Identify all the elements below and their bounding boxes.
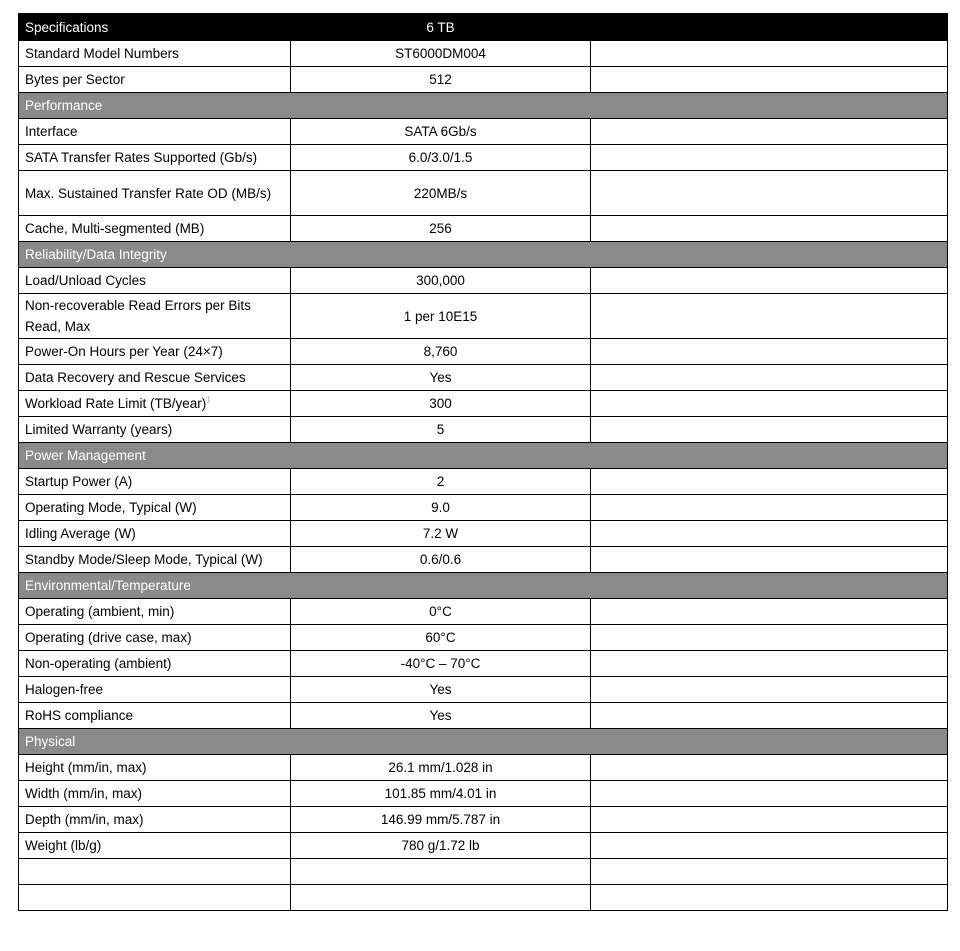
- header-empty-cell: [591, 14, 948, 41]
- row-value: Yes: [291, 365, 591, 391]
- empty-cell: [591, 268, 948, 294]
- row-label: Halogen-free: [19, 677, 291, 703]
- section-header-physical: [19, 729, 948, 755]
- empty-cell: [591, 41, 948, 67]
- empty-cell: [591, 391, 948, 417]
- row-label: Data Recovery and Rescue Services: [19, 365, 291, 391]
- table-row: [19, 703, 948, 729]
- table-row: [19, 268, 948, 294]
- row-label: Interface: [19, 119, 291, 145]
- row-value: -40°C – 70°C: [291, 651, 591, 677]
- empty-cell: [591, 833, 948, 859]
- row-label: Workload Rate Limit (TB/year): [25, 396, 207, 411]
- section-header-performance: [19, 93, 948, 119]
- row-label: SATA Transfer Rates Supported (Gb/s): [19, 145, 291, 171]
- row-label: Operating (drive case, max): [19, 625, 291, 651]
- row-value: 256: [291, 216, 591, 242]
- empty-row: [19, 885, 948, 911]
- row-value: 8,760: [291, 339, 591, 365]
- row-value: 7.2 W: [291, 521, 591, 547]
- table-row: [19, 391, 948, 417]
- table-row: [19, 171, 948, 216]
- table-row: [19, 807, 948, 833]
- row-value: 26.1 mm/1.028 in: [291, 755, 591, 781]
- empty-cell: [591, 859, 948, 885]
- empty-cell: [591, 703, 948, 729]
- row-label: Power-On Hours per Year (24×7): [19, 339, 291, 365]
- empty-cell: [591, 469, 948, 495]
- row-label: Width (mm/in, max): [19, 781, 291, 807]
- footnote-marker: 1: [206, 395, 211, 405]
- row-label: Standard Model Numbers: [19, 41, 291, 67]
- empty-cell: [591, 119, 948, 145]
- section-title: Physical: [19, 729, 948, 755]
- section-title: Environmental/Temperature: [19, 573, 948, 599]
- row-value: 2: [291, 469, 591, 495]
- row-label: Idling Average (W): [19, 521, 291, 547]
- row-label: Non-operating (ambient): [19, 651, 291, 677]
- section-header-power: [19, 443, 948, 469]
- empty-cell: [591, 885, 948, 911]
- row-value: Yes: [291, 703, 591, 729]
- row-label: RoHS compliance: [19, 703, 291, 729]
- empty-cell: [591, 417, 948, 443]
- row-value: 9.0: [291, 495, 591, 521]
- row-label: Operating Mode, Typical (W): [19, 495, 291, 521]
- row-value: 300,000: [291, 268, 591, 294]
- row-label: Cache, Multi-segmented (MB): [19, 216, 291, 242]
- empty-cell: [591, 294, 948, 339]
- table-row: [19, 119, 948, 145]
- row-label: Limited Warranty (years): [19, 417, 291, 443]
- table-row: [19, 833, 948, 859]
- empty-cell: [591, 547, 948, 573]
- row-value: 220MB/s: [291, 171, 591, 216]
- section-header-reliability: [19, 242, 948, 268]
- empty-row: [19, 859, 948, 885]
- section-header-environmental: [19, 573, 948, 599]
- empty-cell: [591, 365, 948, 391]
- row-value: 0°C: [291, 599, 591, 625]
- table-row: [19, 781, 948, 807]
- table-row: [19, 677, 948, 703]
- row-label: Non-recoverable Read Errors per Bits Read, Max: [19, 294, 291, 339]
- row-label: Load/Unload Cycles: [19, 268, 291, 294]
- empty-cell: [19, 885, 291, 911]
- table-header-row: [19, 14, 948, 41]
- row-value: ST6000DM004: [291, 41, 591, 67]
- table-row: [19, 599, 948, 625]
- row-value: SATA 6Gb/s: [291, 119, 591, 145]
- row-value: 780 g/1.72 lb: [291, 833, 591, 859]
- empty-cell: [591, 67, 948, 93]
- section-title: Performance: [19, 93, 948, 119]
- row-value: 5: [291, 417, 591, 443]
- row-value: 146.99 mm/5.787 in: [291, 807, 591, 833]
- table-row: [19, 145, 948, 171]
- row-value: 300: [291, 391, 591, 417]
- row-value: 101.85 mm/4.01 in: [291, 781, 591, 807]
- row-label: Height (mm/in, max): [19, 755, 291, 781]
- row-value: 0.6/0.6: [291, 547, 591, 573]
- header-capacity: 6 TB: [291, 14, 591, 41]
- row-label: Max. Sustained Transfer Rate OD (MB/s): [19, 171, 291, 216]
- specifications-table: [18, 13, 948, 911]
- row-label: Weight (lb/g): [19, 833, 291, 859]
- table-row: [19, 755, 948, 781]
- empty-cell: [591, 171, 948, 216]
- empty-cell: [591, 216, 948, 242]
- table-row: [19, 417, 948, 443]
- header-label: Specifications: [19, 14, 291, 41]
- empty-cell: [591, 677, 948, 703]
- row-value: 60°C: [291, 625, 591, 651]
- empty-cell: [591, 521, 948, 547]
- empty-cell: [591, 781, 948, 807]
- table-row: [19, 365, 948, 391]
- empty-cell: [19, 859, 291, 885]
- empty-cell: [591, 807, 948, 833]
- empty-cell: [591, 495, 948, 521]
- row-label: Depth (mm/in, max): [19, 807, 291, 833]
- row-value: 512: [291, 67, 591, 93]
- table-row: [19, 469, 948, 495]
- section-title: Reliability/Data Integrity: [19, 242, 948, 268]
- row-value: 6.0/3.0/1.5: [291, 145, 591, 171]
- empty-cell: [591, 145, 948, 171]
- table-row: [19, 216, 948, 242]
- row-label: Startup Power (A): [19, 469, 291, 495]
- table-row: [19, 41, 948, 67]
- empty-cell: [591, 755, 948, 781]
- empty-cell: [291, 885, 591, 911]
- empty-cell: [591, 651, 948, 677]
- row-label: Operating (ambient, min): [19, 599, 291, 625]
- table-row: [19, 294, 948, 339]
- table-row: [19, 547, 948, 573]
- row-value: 1 per 10E15: [291, 294, 591, 339]
- table-row: [19, 625, 948, 651]
- table-row: [19, 651, 948, 677]
- row-label-with-footnote: [19, 391, 291, 417]
- table-row: [19, 521, 948, 547]
- table-row: [19, 339, 948, 365]
- row-label: Standby Mode/Sleep Mode, Typical (W): [19, 547, 291, 573]
- empty-cell: [591, 625, 948, 651]
- row-value: Yes: [291, 677, 591, 703]
- empty-cell: [291, 859, 591, 885]
- empty-cell: [591, 339, 948, 365]
- table-row: [19, 67, 948, 93]
- table-row: [19, 495, 948, 521]
- empty-cell: [591, 599, 948, 625]
- row-label: Bytes per Sector: [19, 67, 291, 93]
- section-title: Power Management: [19, 443, 948, 469]
